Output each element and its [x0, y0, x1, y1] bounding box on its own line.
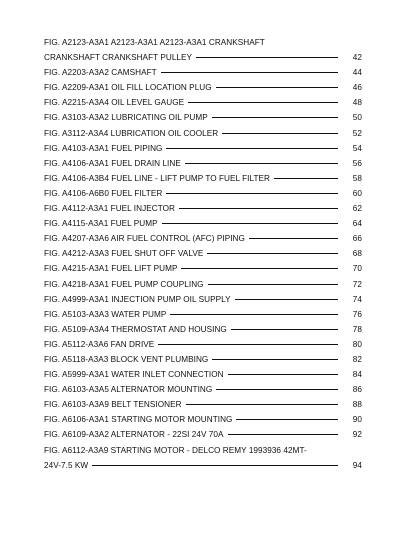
toc-entry[interactable] [44, 201, 362, 216]
toc-entry[interactable] [44, 126, 362, 141]
toc-entry-title: FIG. A2215-A3A4 OIL LEVEL GAUGE [44, 98, 185, 108]
toc-page-number: 68 [352, 249, 362, 259]
toc-leader-line [92, 465, 338, 466]
toc-leader-line [179, 208, 338, 209]
toc-entry[interactable] [44, 156, 362, 171]
toc-page-number: 50 [352, 113, 362, 123]
toc-entry[interactable] [44, 352, 362, 367]
toc-entry-title: FIG. A4115-A3A1 FUEL PUMP [44, 219, 158, 229]
toc-leader-line [274, 178, 338, 179]
toc-leader-line [196, 57, 338, 58]
toc-entry[interactable] [44, 231, 362, 246]
toc-entry-line [44, 367, 362, 382]
toc-page-number: 84 [352, 370, 362, 380]
toc-entry-title: FIG. A6103-A3A5 ALTERNATOR MOUNTING [44, 385, 213, 395]
toc-entry[interactable] [44, 65, 362, 80]
toc-entry-line [44, 427, 362, 442]
toc-leader-line [216, 87, 338, 88]
toc-entry-line [44, 443, 362, 458]
toc-entry[interactable] [44, 35, 362, 65]
table-of-contents [44, 35, 362, 473]
toc-entry[interactable] [44, 412, 362, 427]
toc-entry-title: FIG. A4106-A6B0 FUEL FILTER [44, 188, 163, 198]
toc-entry[interactable] [44, 80, 362, 95]
toc-leader-line [186, 404, 338, 405]
toc-entry-line [44, 141, 362, 156]
toc-page-number: 78 [352, 324, 362, 334]
toc-entry-line [44, 277, 362, 292]
toc-entry-title: FIG. A6109-A3A2 ALTERNATOR - 22SI 24V 70A [44, 430, 224, 440]
toc-entry-line [44, 201, 362, 216]
toc-entry-line [44, 352, 362, 367]
toc-entry-title: FIG. A4103-A3A1 FUEL PIPING [44, 143, 163, 153]
toc-entry-title: FIG. A5112-A3A6 FAN DRIVE [44, 339, 155, 349]
toc-entry[interactable] [44, 427, 362, 442]
toc-leader-line [208, 284, 338, 285]
toc-entry-title: FIG. A2123-A3A1 A2123-A3A1 A2123-A3A1 CRANKSHAFT [44, 38, 265, 47]
toc-page-number: 80 [352, 339, 362, 349]
document-page [44, 35, 362, 505]
toc-entry-line [44, 65, 362, 80]
toc-entry-title: FIG. A3112-A3A4 LUBRICATION OIL COOLER [44, 128, 219, 138]
toc-page-number: 42 [352, 53, 362, 63]
toc-entry[interactable] [44, 292, 362, 307]
toc-entry-title: FIG. A6112-A3A9 STARTING MOTOR - DELCO REMY 1993936 42MT- [44, 445, 307, 455]
toc-entry-line [44, 50, 362, 65]
toc-entry-title: FIG. A4218-A3A1 FUEL PUMP COUPLING [44, 279, 204, 289]
toc-entry[interactable] [44, 186, 362, 201]
toc-leader-line [249, 238, 338, 239]
toc-entry-line [44, 261, 362, 276]
toc-entry-line [44, 171, 362, 186]
toc-entry[interactable] [44, 322, 362, 337]
toc-leader-line [162, 223, 338, 224]
toc-leader-line [161, 72, 338, 73]
toc-entry-line [44, 382, 362, 397]
toc-entry[interactable] [44, 443, 362, 473]
toc-entry-title: FIG. A4215-A3A1 FUEL LIFT PUMP [44, 264, 178, 274]
toc-entry-line [44, 412, 362, 427]
toc-entry-title: FIG. A4112-A3A1 FUEL INJECTOR [44, 204, 175, 214]
toc-entry-title: FIG. A2203-A3A2 CAMSHAFT [44, 68, 157, 78]
toc-entry[interactable] [44, 261, 362, 276]
toc-page-number: 76 [352, 309, 362, 319]
toc-entry-line [44, 186, 362, 201]
toc-entry[interactable] [44, 307, 362, 322]
toc-entry-title: FIG. A6106-A3A1 STARTING MOTOR MOUNTING [44, 415, 233, 425]
toc-leader-line [228, 434, 338, 435]
toc-entry[interactable] [44, 246, 362, 261]
toc-page-number: 92 [352, 430, 362, 440]
toc-entry-title: FIG. A5118-A3A3 BLOCK VENT PLUMBING [44, 354, 209, 364]
toc-page-number: 46 [352, 83, 362, 93]
toc-entry-title: FIG. A4106-A3A1 FUEL DRAIN LINE [44, 158, 181, 168]
toc-entry-line [44, 95, 362, 110]
toc-entry[interactable] [44, 397, 362, 412]
toc-leader-line [170, 314, 338, 315]
toc-entry-title: FIG. A5109-A3A4 THERMOSTAT AND HOUSING [44, 324, 227, 334]
toc-entry-line [44, 458, 362, 473]
toc-entry-line [44, 322, 362, 337]
toc-leader-line [166, 148, 338, 149]
toc-entry-title: FIG. A4212-A3A3 FUEL SHUT OFF VALVE [44, 249, 204, 259]
toc-leader-line [185, 163, 338, 164]
toc-page-number: 56 [352, 158, 362, 168]
toc-page-number: 44 [352, 68, 362, 78]
toc-page-number: 86 [352, 385, 362, 395]
toc-page-number: 90 [352, 415, 362, 425]
toc-page-number: 70 [352, 264, 362, 274]
toc-page-number: 62 [352, 204, 362, 214]
toc-entry-title: FIG. A5103-A3A3 WATER PUMP [44, 309, 167, 319]
toc-leader-line [212, 359, 338, 360]
toc-entry-line [44, 246, 362, 261]
toc-entry[interactable] [44, 337, 362, 352]
toc-page-number: 64 [352, 219, 362, 229]
toc-leader-line [236, 419, 338, 420]
toc-entry-title: FIG. A4999-A3A1 INJECTION PUMP OIL SUPPLY [44, 294, 231, 304]
toc-leader-line [231, 329, 338, 330]
toc-entry-title: FIG. A3103-A3A2 LUBRICATING OIL PUMP [44, 113, 208, 123]
toc-page-number: 60 [352, 188, 362, 198]
toc-page-number: 88 [352, 400, 362, 410]
toc-leader-line [235, 299, 338, 300]
toc-entry[interactable] [44, 95, 362, 110]
toc-leader-line [216, 389, 338, 390]
toc-entry-title: CRANKSHAFT CRANKSHAFT PULLEY [44, 53, 193, 63]
toc-entry-title: FIG. A4106-A3B4 FUEL LINE - LIFT PUMP TO FUEL FILTER [44, 173, 271, 183]
toc-page-number: 94 [352, 460, 362, 470]
toc-entry-title: FIG. A2209-A3A1 OIL FILL LOCATION PLUG [44, 83, 212, 93]
toc-entry-title: 24V-7.5 KW [44, 460, 89, 470]
toc-entry-line [44, 216, 362, 231]
toc-leader-line [212, 117, 338, 118]
toc-entry[interactable] [44, 277, 362, 292]
toc-entry[interactable] [44, 171, 362, 186]
toc-entry[interactable] [44, 367, 362, 382]
toc-entry[interactable] [44, 110, 362, 125]
toc-entry[interactable] [44, 141, 362, 156]
toc-entry-title: FIG. A6103-A3A9 BELT TENSIONER [44, 400, 182, 410]
toc-page-number: 82 [352, 354, 362, 364]
toc-leader-line [228, 374, 338, 375]
toc-page-number: 72 [352, 279, 362, 289]
toc-entry[interactable] [44, 382, 362, 397]
toc-entry-title: FIG. A5999-A3A1 WATER INLET CONNECTION [44, 370, 224, 380]
toc-page-number: 58 [352, 173, 362, 183]
toc-page-number: 52 [352, 128, 362, 138]
toc-entry-line [44, 307, 362, 322]
toc-entry-line [44, 156, 362, 171]
toc-leader-line [188, 102, 338, 103]
toc-entry-title: FIG. A4207-A3A6 AIR FUEL CONTROL (AFC) PIPING [44, 234, 245, 244]
toc-leader-line [166, 193, 338, 194]
toc-entry-line [44, 337, 362, 352]
toc-leader-line [222, 133, 338, 134]
toc-entry-line [44, 231, 362, 246]
toc-entry-line [44, 292, 362, 307]
toc-page-number: 66 [352, 234, 362, 244]
toc-entry-line [44, 397, 362, 412]
toc-page-number: 74 [352, 294, 362, 304]
toc-entry[interactable] [44, 216, 362, 231]
toc-leader-line [158, 344, 338, 345]
toc-entry-line [44, 110, 362, 125]
toc-entry-line [44, 80, 362, 95]
toc-page-number: 48 [352, 98, 362, 108]
toc-entry-line [44, 126, 362, 141]
toc-page-number: 54 [352, 143, 362, 153]
toc-entry-line [44, 35, 362, 50]
toc-leader-line [181, 268, 338, 269]
toc-leader-line [207, 253, 338, 254]
